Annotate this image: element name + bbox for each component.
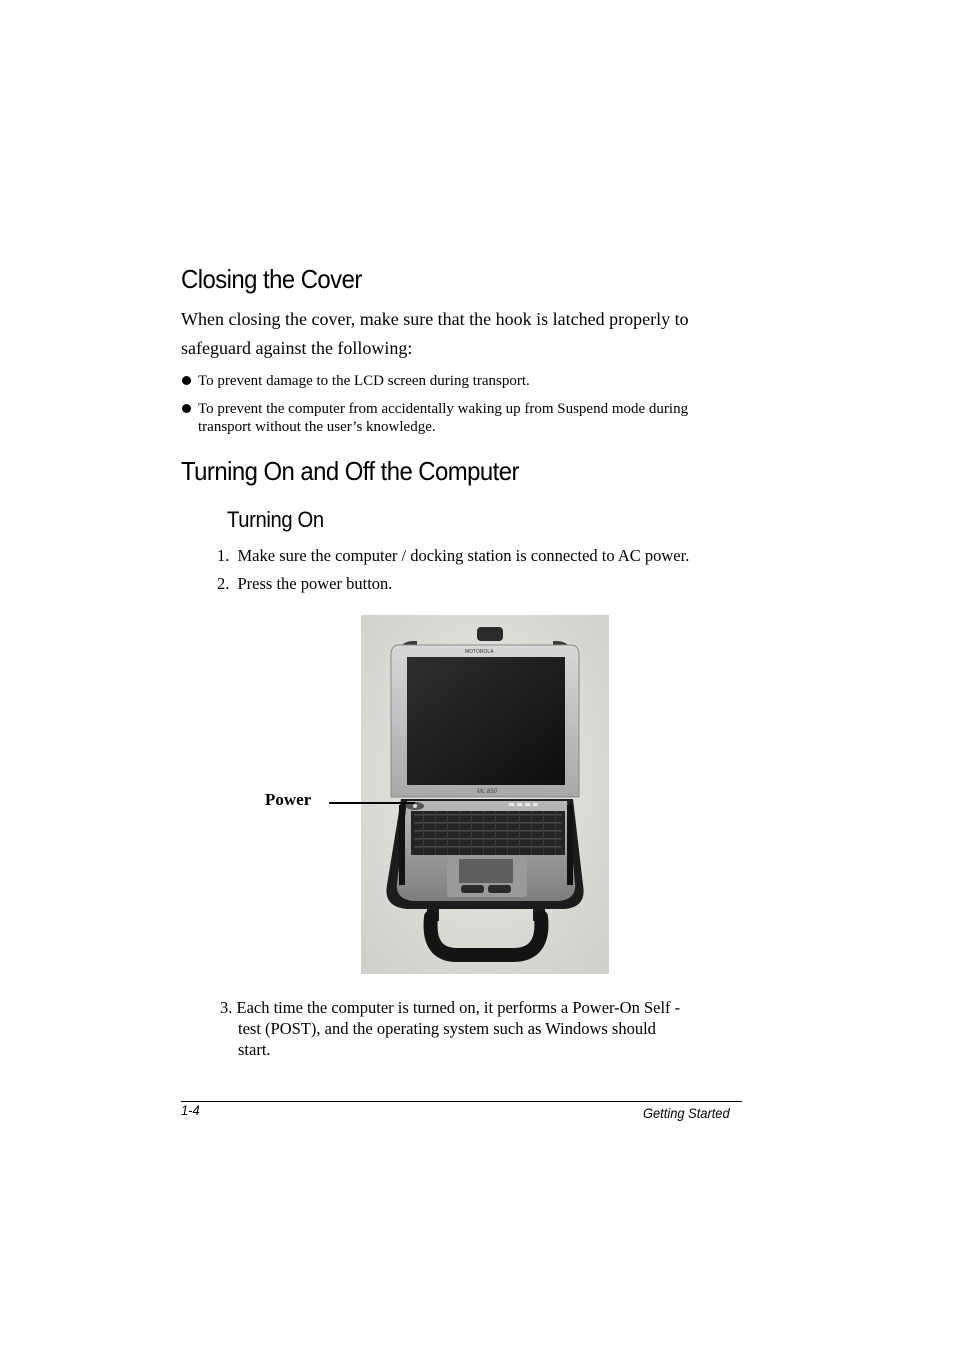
- step-2: [217, 573, 392, 594]
- section-heading-closing: Closing the Cover: [181, 264, 362, 294]
- bullet-text-line2: transport without the user’s knowledge.: [198, 419, 436, 435]
- step-number: 1.: [217, 546, 230, 565]
- bullet-text: To prevent damage to the LCD screen during transport.: [198, 373, 530, 389]
- bullet-dot-icon: [182, 376, 191, 385]
- laptop-photo: [361, 615, 609, 974]
- chapter-title: Getting Started: [643, 1105, 730, 1121]
- step-text: Press the power button.: [237, 574, 393, 593]
- footer-rule: [181, 1101, 742, 1102]
- section-heading-power: Turning On and Off the Computer: [181, 456, 519, 486]
- closing-bullet-list: [181, 372, 741, 440]
- step-text: Make sure the computer / docking station is connected to AC power.: [237, 546, 690, 565]
- power-callout-line: [329, 802, 415, 804]
- lid-logo-text: MOTOROLA: [465, 649, 494, 655]
- step-text-line2: test (POST), and the operating system such as Windows should: [238, 1019, 656, 1038]
- step-text-line1: Each time the computer is turned on, it performs a Power-On Self -: [236, 998, 681, 1017]
- power-callout-label: Power: [265, 790, 312, 809]
- closing-intro-line2: safeguard against the following:: [181, 338, 413, 358]
- bullet-text: [198, 400, 688, 436]
- model-badge: ML 850: [477, 789, 497, 795]
- closing-intro: [181, 305, 741, 363]
- bullet-text-line1: To prevent the computer from accidentally waking up from Suspend mode during: [198, 401, 689, 417]
- closing-intro-line1: When closing the cover, make sure that the hook is latched properly to: [181, 309, 689, 329]
- step-number: 2.: [217, 574, 230, 593]
- list-item: [181, 400, 741, 440]
- step-text-line3: start.: [238, 1040, 271, 1059]
- bullet-dot-icon: [182, 404, 191, 413]
- page-number: 1-4: [181, 1102, 200, 1118]
- list-item: [181, 372, 741, 400]
- subsection-heading-turning-on: Turning On: [227, 507, 324, 532]
- step-number: 3.: [220, 998, 233, 1017]
- step-3: [220, 997, 680, 1060]
- step-1: [217, 545, 689, 566]
